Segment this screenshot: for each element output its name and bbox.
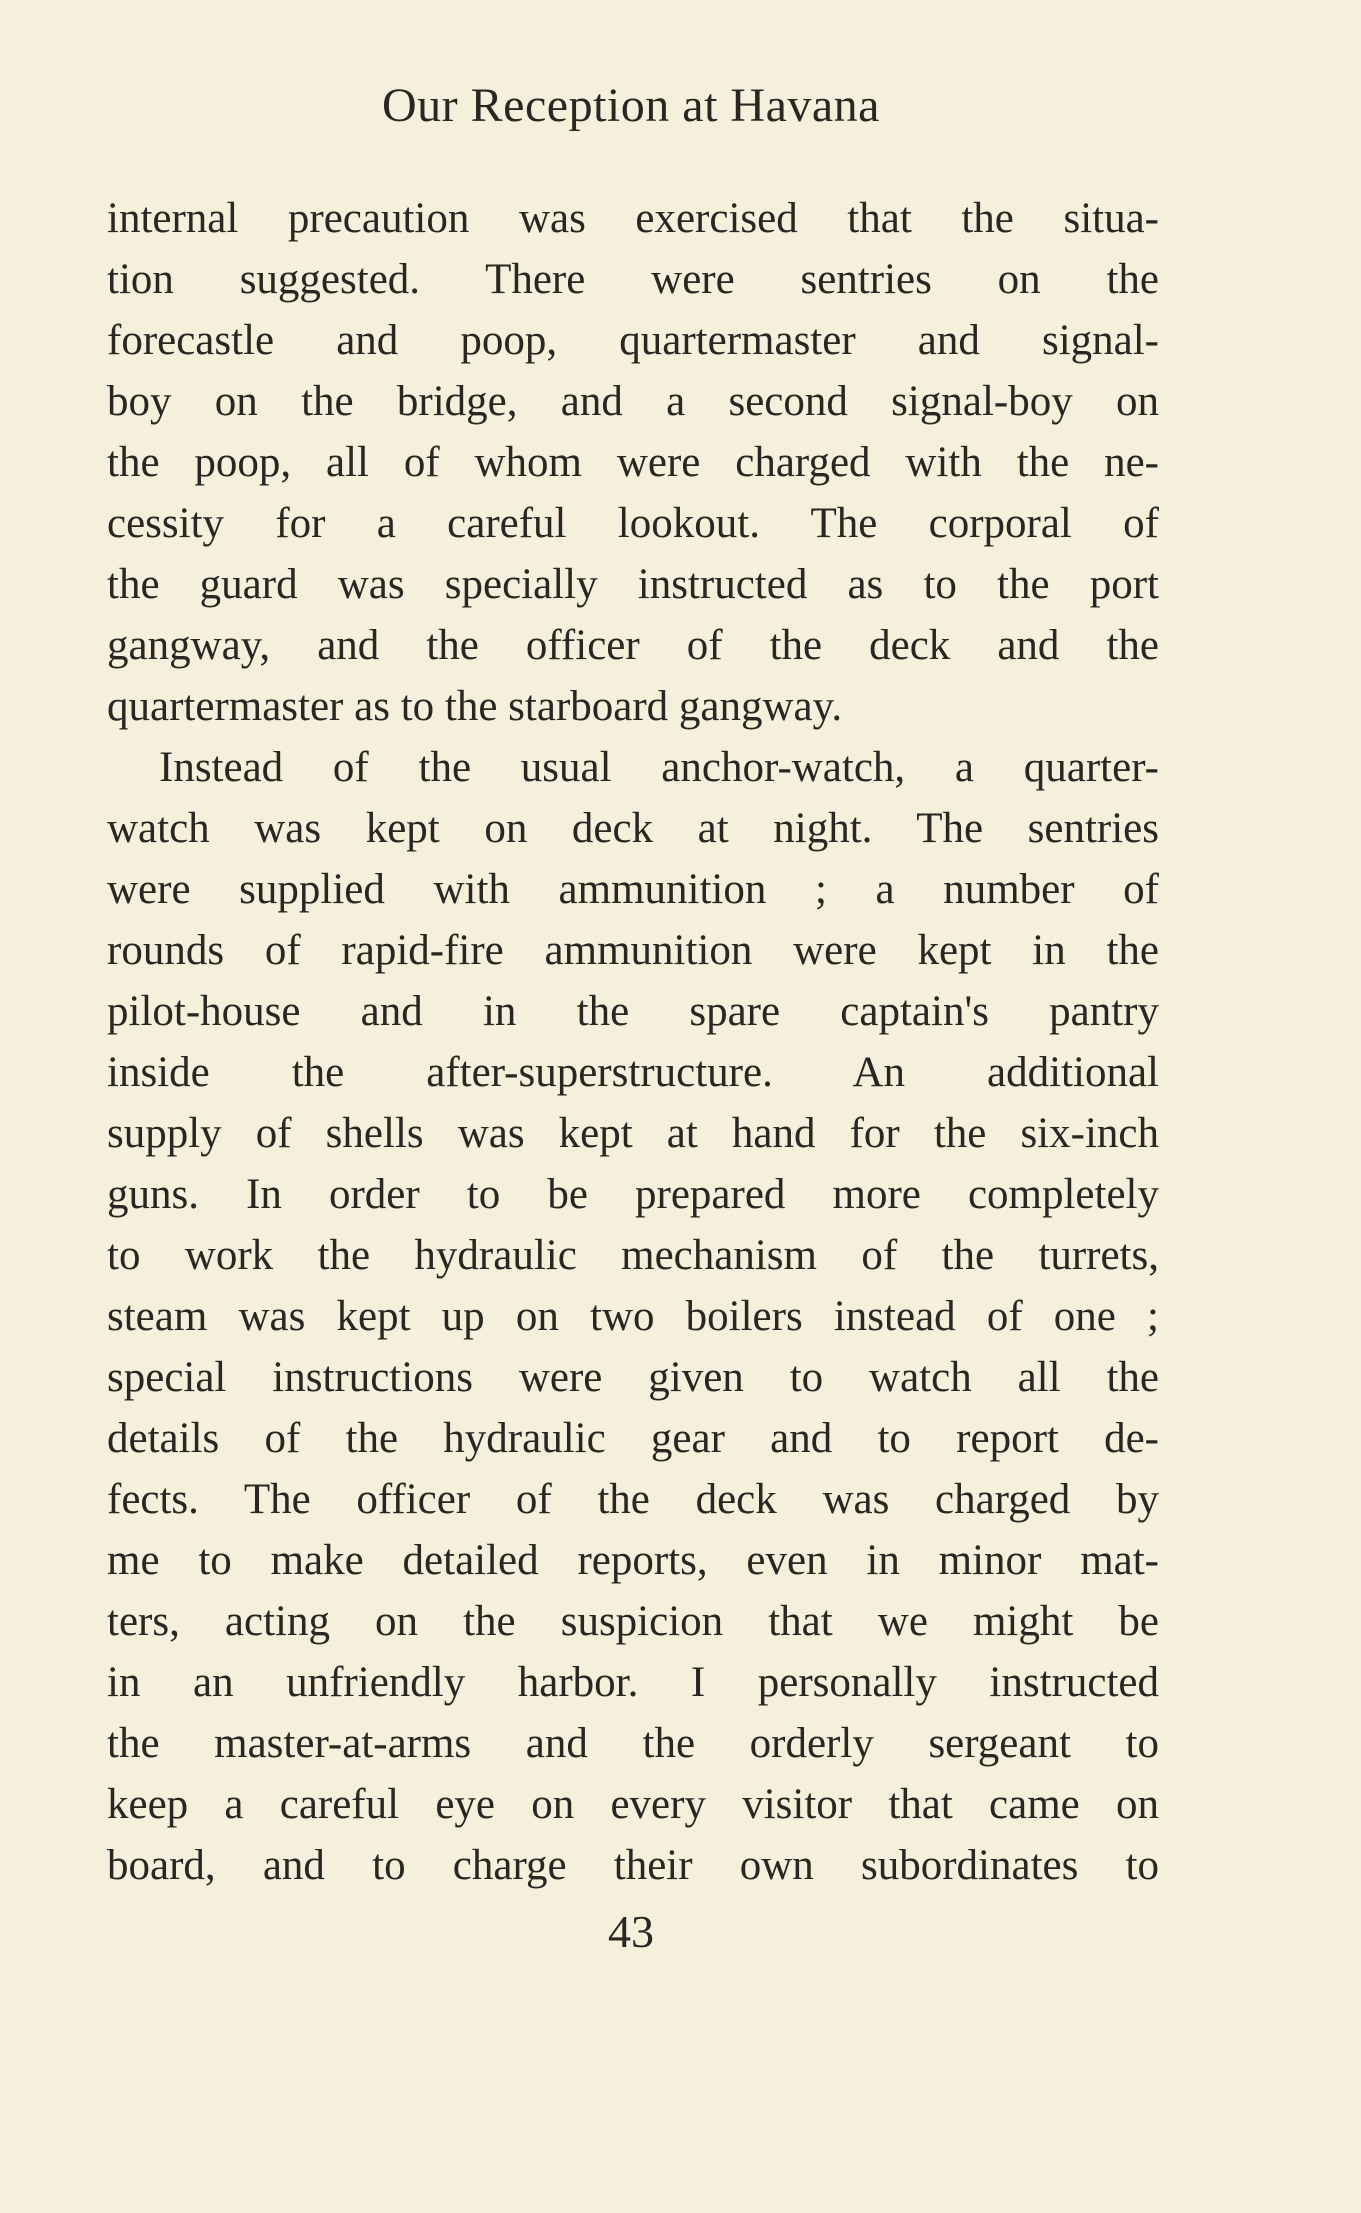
text-line: rounds of rapid-fire ammunition were kept in the [107, 927, 1159, 974]
text-line: internal precaution was exercised that the situa- [107, 195, 1159, 242]
text-line: supply of shells was kept at hand for the six-inch [107, 1110, 1159, 1157]
text-line: the poop, all of whom were charged with the ne- [107, 439, 1159, 486]
text-line: watch was kept on deck at night. The sentries [107, 805, 1159, 852]
text-line: guns. In order to be prepared more completely [107, 1171, 1159, 1218]
text-line: fects. The officer of the deck was charged by [107, 1476, 1159, 1523]
text-line: steam was kept up on two boilers instead of one ; [107, 1293, 1159, 1340]
text-line: inside the after-superstructure. An additional [107, 1049, 1159, 1096]
text-line: to work the hydraulic mechanism of the turrets, [107, 1232, 1159, 1279]
text-line: board, and to charge their own subordinates to [107, 1842, 1159, 1889]
body-text [107, 188, 1159, 1896]
text-line: ters, acting on the suspicion that we might be [107, 1598, 1159, 1645]
running-head: Our Reception at Havana [382, 79, 880, 132]
text-line: boy on the bridge, and a second signal-boy on [107, 378, 1159, 425]
text-line: were supplied with ammunition ; a number of [107, 866, 1159, 913]
text-line: gangway, and the officer of the deck and the [107, 622, 1159, 669]
paragraph-last-line: quartermaster as to the starboard gangway. [107, 683, 843, 730]
text-line: the master-at-arms and the orderly sergeant to [107, 1720, 1159, 1767]
text-line: in an unfriendly harbor. I personally instructed [107, 1659, 1159, 1706]
text-line: details of the hydraulic gear and to report de- [107, 1415, 1159, 1462]
text-line: the guard was specially instructed as to the port [107, 561, 1159, 608]
text-line: me to make detailed reports, even in minor mat- [107, 1537, 1159, 1584]
paragraph-first-line: Instead of the usual anchor-watch, a quarter- [159, 744, 1159, 791]
text-line: special instructions were given to watch all the [107, 1354, 1159, 1401]
text-line: tion suggested. There were sentries on the [107, 256, 1159, 303]
text-line: cessity for a careful lookout. The corporal of [107, 500, 1159, 547]
text-line: pilot-house and in the spare captain's pantry [107, 988, 1159, 1035]
text-line: keep a careful eye on every visitor that came on [107, 1781, 1159, 1828]
text-line: forecastle and poop, quartermaster and signal- [107, 317, 1159, 364]
page-number: 43 [608, 1906, 654, 1957]
